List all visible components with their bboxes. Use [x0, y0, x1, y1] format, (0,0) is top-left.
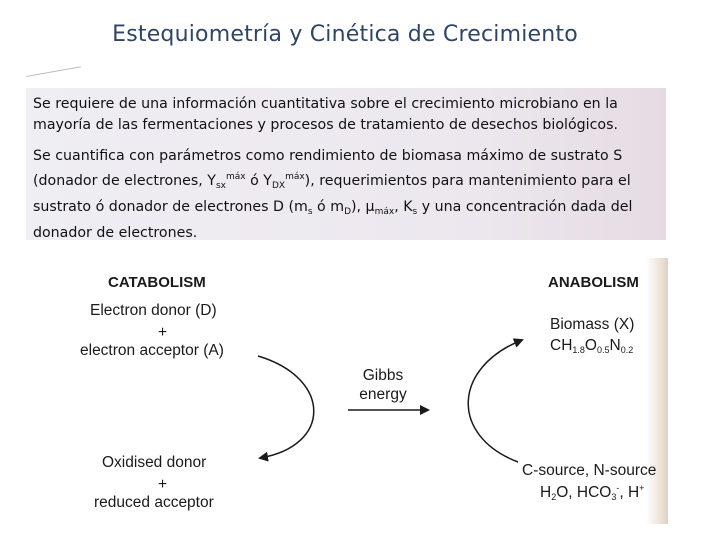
- catabolism-arrow: [258, 356, 314, 458]
- plus-sign-1: +: [158, 324, 168, 341]
- oxidised-donor-label: Oxidised donor: [102, 454, 207, 471]
- paragraph-2: Se cuantifica con parámetros como rendimiento de biomasa máximo de sustrato S (donador de electrones, $Y_{sx}^{máx}$ ó $Y_{DX}^{máx}$), requerimientos para mantenimiento para el sustrato ó donador de electrones D ($m_s$ ó $m_D$), $\mu_{máx}$, $K_s$ y una concentración dada del donador de electrones.: [33, 148, 633, 241]
- sources-formula: $H_2O$, $HCO_3^-$, H+: [540, 483, 645, 502]
- reduced-acceptor-label: reduced acceptor: [94, 494, 214, 511]
- decorative-corner-line: [26, 66, 81, 91]
- gibbs-energy-label: Gibbs energy: [359, 367, 407, 403]
- metabolism-figure: [70, 258, 668, 524]
- slide-title: Estequiometría y Cinética de Crecimiento: [112, 22, 578, 47]
- sources-label: C-source, N-source: [522, 462, 657, 479]
- paragraph-1: Se requiere de una información cuantitativa sobre el crecimiento microbiano en la mayoría de las fermentaciones y procesos de tratamiento de desechos biológicos.: [33, 96, 618, 133]
- biomass-label: Biomass (X): [550, 316, 635, 333]
- catabolism-heading: CATABOLISM: [108, 274, 206, 291]
- anabolism-heading: ANABOLISM: [548, 274, 639, 291]
- electron-donor-label: Electron donor (D): [90, 302, 217, 319]
- plus-sign-2: +: [158, 476, 168, 493]
- text-box: [26, 88, 666, 240]
- biomass-formula: $CH_{1.8}O_{0.5}N_{0.2}$: [550, 337, 634, 355]
- electron-acceptor-label: electron acceptor (A): [80, 342, 224, 359]
- anabolism-arrow: [468, 340, 522, 462]
